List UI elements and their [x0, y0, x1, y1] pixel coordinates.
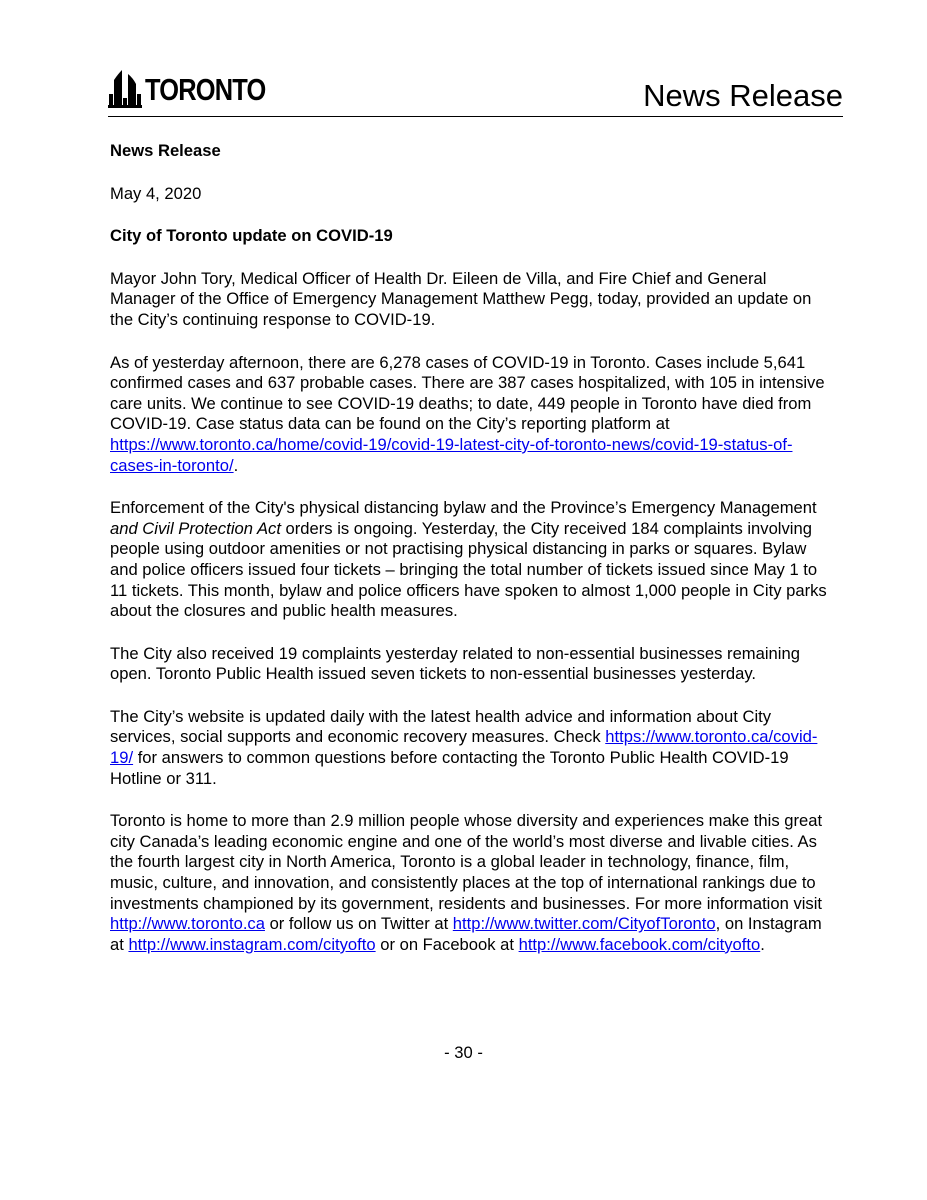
- logo-wordmark: TORONTO: [145, 72, 266, 107]
- headline: City of Toronto update on COVID-19: [110, 226, 393, 246]
- kicker: News Release: [110, 141, 221, 160]
- release-date: May 4, 2020: [110, 183, 202, 203]
- toronto-logo: [108, 64, 292, 108]
- paragraph-intro: Mayor John Tory, Medical Officer of Health Dr. Eileen de Villa, and Fire Chief and General Manager of the Office of Emergency Management Matthew Pegg, today, provided an update on the City’s continuing response to COVID-19.: [110, 268, 812, 329]
- facebook-link[interactable]: http://www.facebook.com/cityofto: [518, 934, 761, 954]
- paragraph-about-toronto: Toronto is home to more than 2.9 million people whose diversity and experiences make this great city Canada’s leading economic engine and one of the world’s most diverse and livable cities. As the fourth largest city in North America, Toronto is a global leader in technology, finance, film, music, culture, and innovation, and consistently places at the top of international rankings due to investments championed by its government, residents and businesses. For more information visit http://www.toronto.ca or follow us on Twitter at http://www.twitter.com/CityofToronto, on Instagram at http://www.instagram.com/cityofto or on Facebook at http://www.facebook.com/cityofto.: [110, 811, 823, 954]
- toronto-website-link[interactable]: http://www.toronto.ca: [110, 914, 265, 934]
- covid-info-link[interactable]: https://www.toronto.ca/covid-19/: [110, 727, 818, 768]
- paragraph-website: The City’s website is updated daily with the latest health advice and information about City services, social supports and economic recovery measures. Check https://www.toronto.ca/covid-19/ for answers to common questions before contacting the Toronto Public Health COVID-19 Hotline or 311.: [110, 706, 818, 788]
- case-status-link[interactable]: https://www.toronto.ca/home/covid-19/covid-19-latest-city-of-toronto-news/covid-19-status-of-cases-in-toronto/: [110, 434, 793, 475]
- release-body: [110, 141, 830, 977]
- paragraph-enforcement: Enforcement of the City's physical distancing bylaw and the Province’s Emergency Management and Civil Protection Act orders is ongoing. Yesterday, the City received 184 complaints involving people using outdoor amenities or not practising physical distancing in parks or squares. Bylaw and police officers issued four tickets – bringing the total number of tickets issued since May 1 to 11 tickets. This month, bylaw and police officers have spoken to almost 1,000 people in City parks about the closures and public health measures.: [110, 498, 827, 621]
- letterhead: [108, 60, 843, 117]
- header-title: News Release: [643, 78, 843, 113]
- page-number: - 30 -: [444, 1043, 483, 1062]
- twitter-link[interactable]: http://www.twitter.com/CityofToronto: [452, 914, 716, 934]
- paragraph-cases: As of yesterday afternoon, there are 6,278 cases of COVID-19 in Toronto. Cases include 5,641 confirmed cases and 637 probable cases. There are 387 cases hospitalized, with 105 in intensive care units. We continue to see COVID-19 deaths; to date, 449 people in Toronto have died from COVID-19. Case status data can be found on the City’s reporting platform at https://www.toronto.ca/home/covid-19/covid-19-latest-city-of-toronto-news/covid-19-status-of-cases-in-toronto/.: [110, 352, 825, 475]
- instagram-link[interactable]: http://www.instagram.com/cityofto: [128, 934, 376, 954]
- city-hall-icon: [108, 68, 142, 108]
- paragraph-businesses: The City also received 19 complaints yesterday related to non-essential businesses remaining open. Toronto Public Health issued seven tickets to non-essential businesses yesterday.: [110, 643, 800, 684]
